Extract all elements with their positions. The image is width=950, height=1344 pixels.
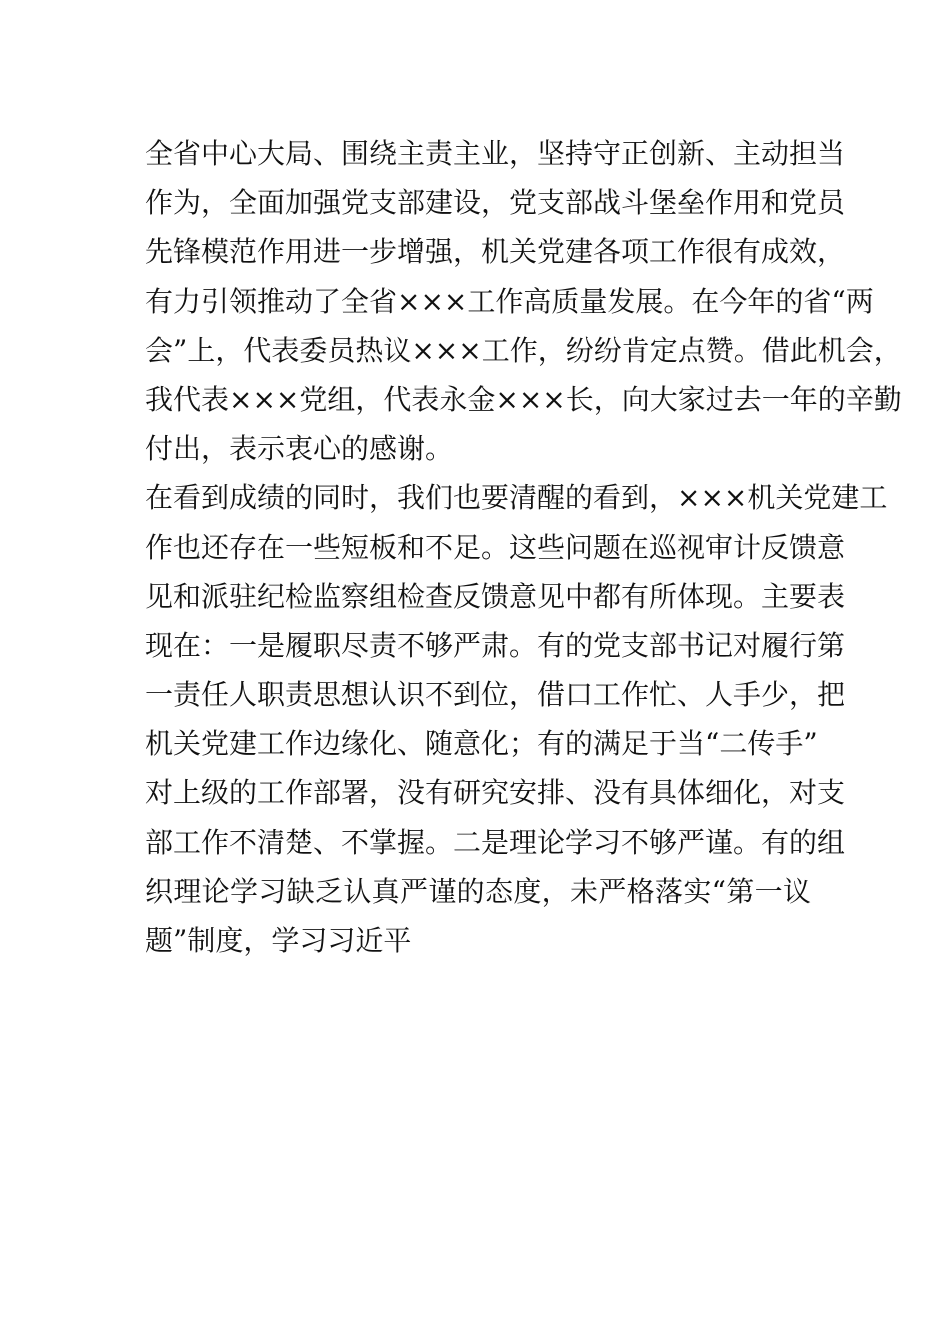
text-line: 全省中心大局、围绕主责主业，坚持守正创新、主动担当 xyxy=(145,137,846,170)
text-line: 现在：一是履职尽责不够严肃。有的党支部书记对履行第 xyxy=(145,628,846,662)
document-body xyxy=(145,129,902,965)
text-line: 先锋模范作用进一步增强，机关党建各项工作很有成效， xyxy=(145,235,846,269)
text-line: 有力引领推动了全省×××工作高质量发展。在今年的省“两 xyxy=(145,284,874,318)
text-line: 会”上，代表委员热议×××工作，纷纷肯定点赞。借此机会， xyxy=(145,333,902,367)
text-line: 机关党建工作边缘化、随意化；有的满足于当“二传手” xyxy=(145,727,818,761)
text-line: 作为，全面加强党支部建设，党支部战斗堡垒作用和党员 xyxy=(145,186,846,220)
text-line: 我代表×××党组，代表永金×××长，向大家过去一年的辛勤 xyxy=(145,382,902,416)
text-line: 题”制度，学习习近平 xyxy=(145,924,412,957)
text-line: 付出，表示衷心的感谢。 xyxy=(145,432,454,466)
text-line: 织理论学习缺乏认真严谨的态度，未严格落实“第一议 xyxy=(145,874,811,908)
paragraph-1 xyxy=(145,129,902,473)
text-line: 对上级的工作部署，没有研究安排、没有具体细化，对支 xyxy=(145,776,846,810)
text-line: 一责任人职责思想认识不到位，借口工作忙、人手少，把 xyxy=(145,678,846,712)
text-line: 部工作不清楚、不掌握。二是理论学习不够严谨。有的组 xyxy=(145,825,846,859)
text-line: 在看到成绩的同时，我们也要清醒的看到，×××机关党建工 xyxy=(145,481,888,515)
paragraph-2 xyxy=(145,473,888,965)
text-line: 作也还存在一些短板和不足。这些问题在巡视审计反馈意 xyxy=(145,530,846,564)
text-line: 见和派驻纪检监察组检查反馈意见中都有所体现。主要表 xyxy=(145,579,846,613)
